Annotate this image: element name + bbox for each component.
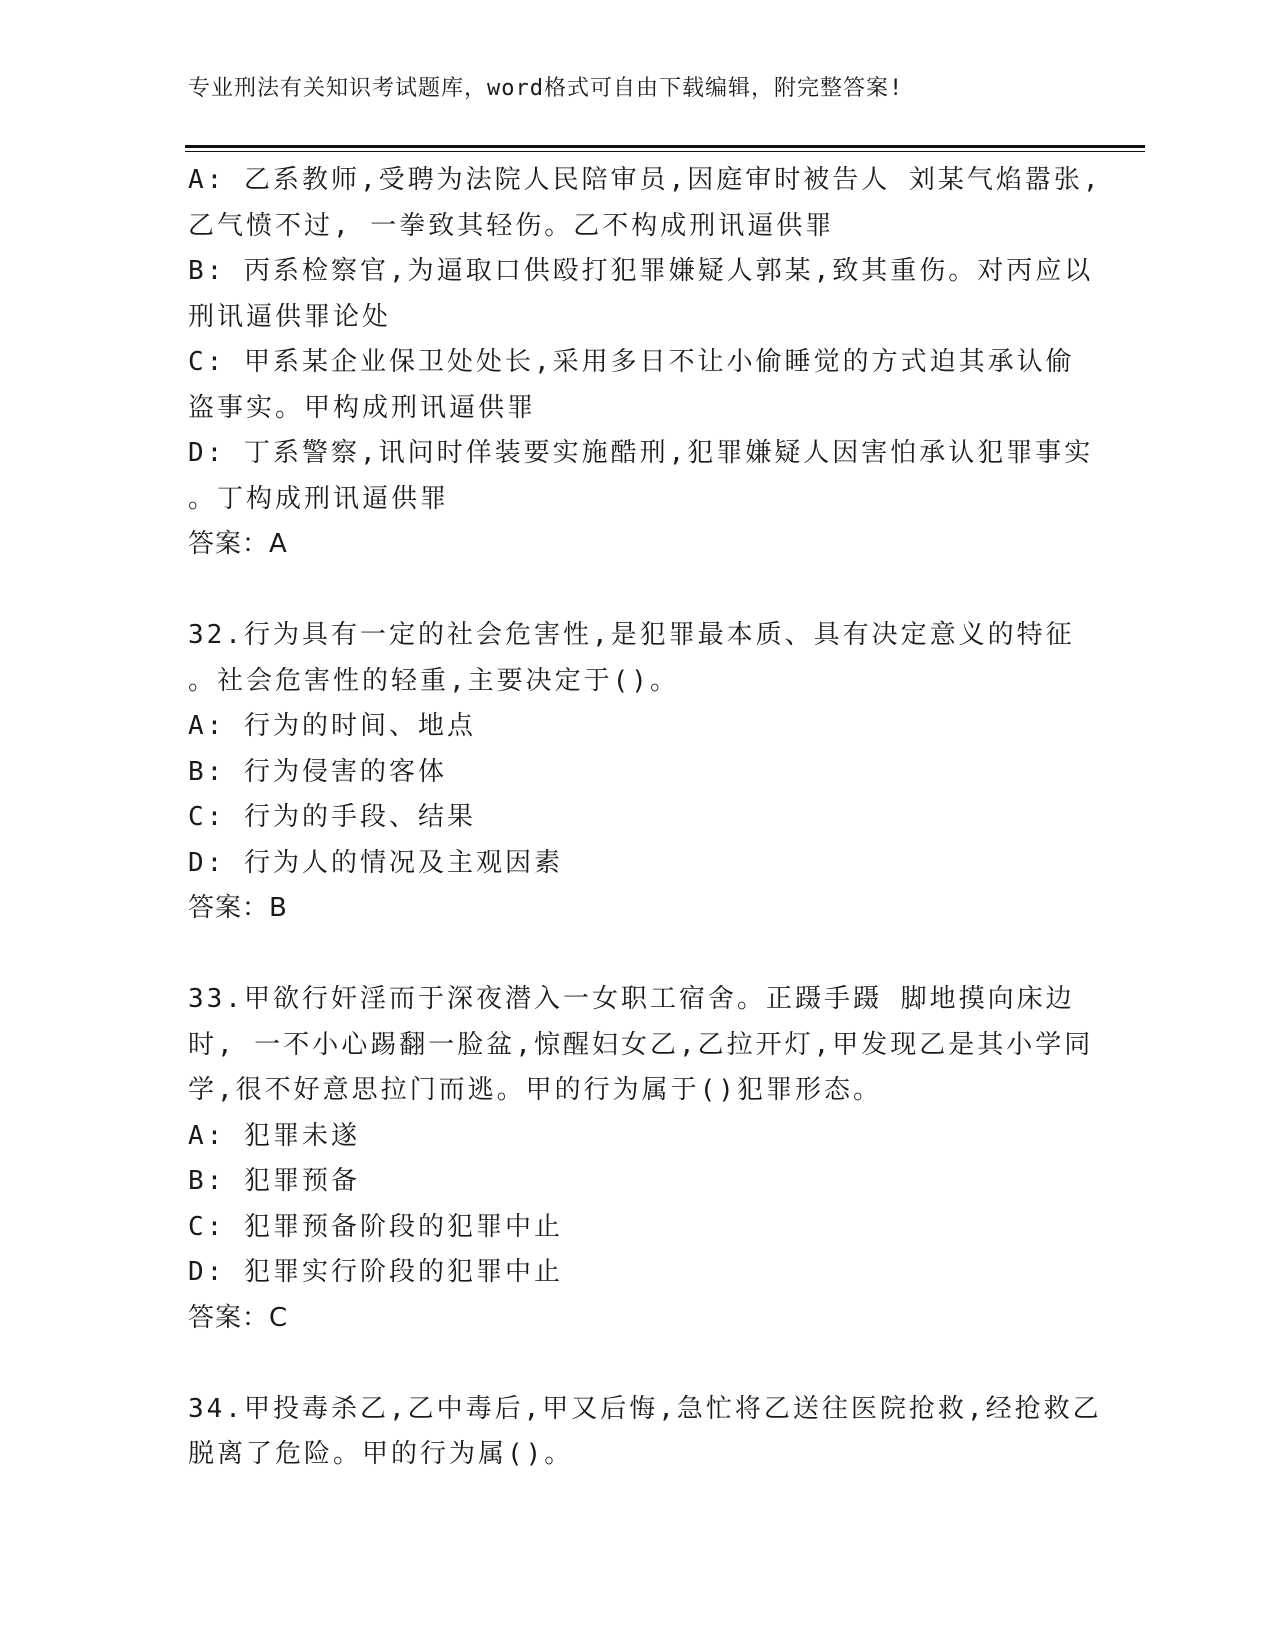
option-line: B: 丙系检察官,为逼取口供殴打犯罪嫌疑人郭某,致其重伤。对丙应以 xyxy=(188,256,1094,286)
option-b xyxy=(188,249,1094,340)
option-line: A: 乙系教师,受聘为法院人民陪审员,因庭审时被告人 刘某气焰嚣张, xyxy=(188,165,1102,195)
option-line: 乙气愤不过, 一拳致其轻伤。乙不构成刑讯逼供罪 xyxy=(188,210,835,241)
option-line: C: 甲系某企业保卫处处长,采用多日不让小偷睡觉的方式迫其承认偷 xyxy=(188,347,1075,377)
question-stem-line: 34.甲投毒杀乙,乙中毒后,甲又后悔,急忙将乙送往医院抢救,经抢救乙 xyxy=(188,1393,1102,1424)
answer-line: 答案：C xyxy=(188,1302,289,1333)
option-line: 刑讯逼供罪论处 xyxy=(188,301,392,332)
header-rule-thin xyxy=(185,151,1145,152)
option-c: C: 犯罪预备阶段的犯罪中止 xyxy=(188,1211,563,1242)
option-d: D: 犯罪实行阶段的犯罪中止 xyxy=(188,1257,563,1287)
option-a xyxy=(188,158,1102,249)
question-31 xyxy=(188,158,1102,568)
question-stem-line: 学,很不好意思拉门而逃。甲的行为属于()犯罪形态。 xyxy=(188,1075,882,1105)
question-stem-line: 32.行为具有一定的社会危害性,是犯罪最本质、具有决定意义的特征 xyxy=(188,620,1075,650)
question-34 xyxy=(188,1387,1102,1478)
option-line: D: 丁系警察,讯问时佯装要实施酷刑,犯罪嫌疑人因害怕承认犯罪事实 xyxy=(188,438,1094,468)
option-b: B: 行为侵害的客体 xyxy=(188,756,447,787)
option-a: A: 行为的时间、地点 xyxy=(188,711,476,741)
question-spacer xyxy=(188,568,1088,614)
question-33 xyxy=(188,977,1094,1341)
option-d: D: 行为人的情况及主观因素 xyxy=(188,847,563,878)
option-a: A: 犯罪未遂 xyxy=(188,1120,360,1151)
option-d xyxy=(188,431,1094,522)
document-body xyxy=(188,158,1102,1478)
option-c: C: 行为的手段、结果 xyxy=(188,802,476,832)
question-stem-line: 脱离了危险。甲的行为属()。 xyxy=(188,1439,574,1469)
header-rule-thick xyxy=(185,145,1145,148)
answer-line: 答案：A xyxy=(188,529,288,559)
question-spacer xyxy=(188,932,1088,978)
option-line: 盗事实。甲构成刑讯逼供罪 xyxy=(188,392,537,423)
option-b: B: 犯罪预备 xyxy=(188,1166,360,1196)
question-stem-line: 33.甲欲行奸淫而于深夜潜入一女职工宿舍。正蹑手蹑 脚地摸向床边 xyxy=(188,984,1075,1014)
option-c xyxy=(188,340,1088,431)
question-32 xyxy=(188,613,1088,932)
answer-line: 答案：B xyxy=(188,893,288,923)
question-spacer xyxy=(188,1341,1088,1387)
page-header: 专业刑法有关知识考试题库，word格式可自由下载编辑，附完整答案! xyxy=(188,76,904,101)
option-line: 。丁构成刑讯逼供罪 xyxy=(188,483,450,514)
question-stem-line: 。社会危害性的轻重,主要决定于()。 xyxy=(188,665,679,696)
question-stem-line: 时, 一不小心踢翻一脸盆,惊醒妇女乙,乙拉开灯,甲发现乙是其小学同 xyxy=(188,1029,1094,1060)
